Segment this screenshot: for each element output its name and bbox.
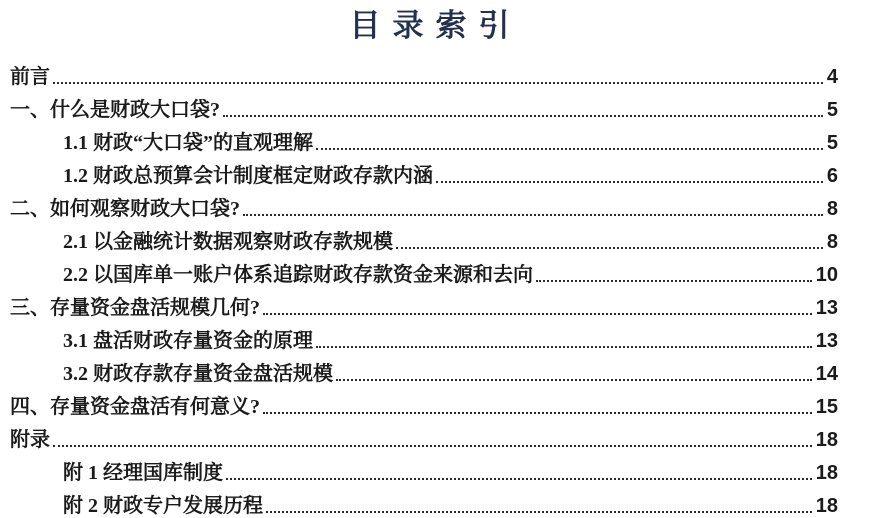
toc-entry[interactable] [10,452,838,485]
toc-page-number: 5 [826,99,838,121]
toc-entry-label: 2.2 以国库单一账户体系追踪财政存款资金来源和去向 [63,264,533,286]
toc-entry-label: 二、如何观察财政大口袋? [10,198,240,220]
toc-entry[interactable] [10,221,838,254]
toc-page-number: 8 [826,198,838,220]
toc-leader-dots [336,379,812,381]
toc-entry-label: 四、存量资金盘活有何意义? [10,396,260,418]
toc-page-number: 6 [826,165,838,187]
toc-entry-label: 附录 [10,429,50,451]
toc-entry[interactable] [10,353,838,386]
toc-entry[interactable] [10,155,838,188]
toc-entry-label: 3.2 财政存款存量资金盘活规模 [63,363,333,385]
toc-entry[interactable] [10,89,838,122]
toc-entry[interactable] [10,386,838,419]
toc-leader-dots [53,82,823,84]
toc-page-number: 8 [826,231,838,253]
toc-page-number: 18 [815,495,838,517]
toc-page-number: 10 [815,264,838,286]
toc-leader-dots [223,115,823,117]
toc-leader-dots [266,511,812,513]
page-title: 目录索引 [349,8,522,43]
toc-entry[interactable] [10,188,838,221]
toc-leader-dots [263,313,812,315]
toc-list [0,56,871,518]
toc-entry-label: 前言 [10,66,50,88]
toc-leader-dots [53,445,812,447]
toc-entry[interactable] [10,419,838,452]
toc-page-number: 18 [815,429,838,451]
toc-leader-dots [536,280,812,282]
toc-entry-label: 三、存量资金盘活规模几何? [10,297,260,319]
toc-page-number: 13 [815,297,838,319]
toc-entry-label: 附 1 经理国库制度 [63,462,223,484]
toc-page-number: 13 [815,330,838,352]
toc-page-number: 4 [826,66,838,88]
toc-entry[interactable] [10,122,838,155]
toc-entry[interactable] [10,56,838,89]
toc-leader-dots [263,412,812,414]
toc-entry-label: 3.1 盘活财政存量资金的原理 [63,330,313,352]
toc-leader-dots [396,247,823,249]
toc-leader-dots [316,148,823,150]
toc-leader-dots [243,214,823,216]
toc-page-number: 5 [826,132,838,154]
toc-entry-label: 附 2 财政专户发展历程 [63,495,263,517]
toc-page-number: 15 [815,396,838,418]
toc-entry[interactable] [10,320,838,353]
toc-entry-label: 1.2 财政总预算会计制度框定财政存款内涵 [63,165,433,187]
toc-entry-label: 2.1 以金融统计数据观察财政存款规模 [63,231,393,253]
toc-leader-dots [316,346,812,348]
toc-leader-dots [436,181,823,183]
toc-entry[interactable] [10,485,838,518]
toc-page-number: 14 [815,363,838,385]
toc-leader-dots [226,478,812,480]
toc-page-number: 18 [815,462,838,484]
toc-entry-label: 一、什么是财政大口袋? [10,99,220,121]
toc-entry[interactable] [10,287,838,320]
toc-entry[interactable] [10,254,838,287]
toc-entry-label: 1.1 财政“大口袋”的直观理解 [63,132,313,154]
